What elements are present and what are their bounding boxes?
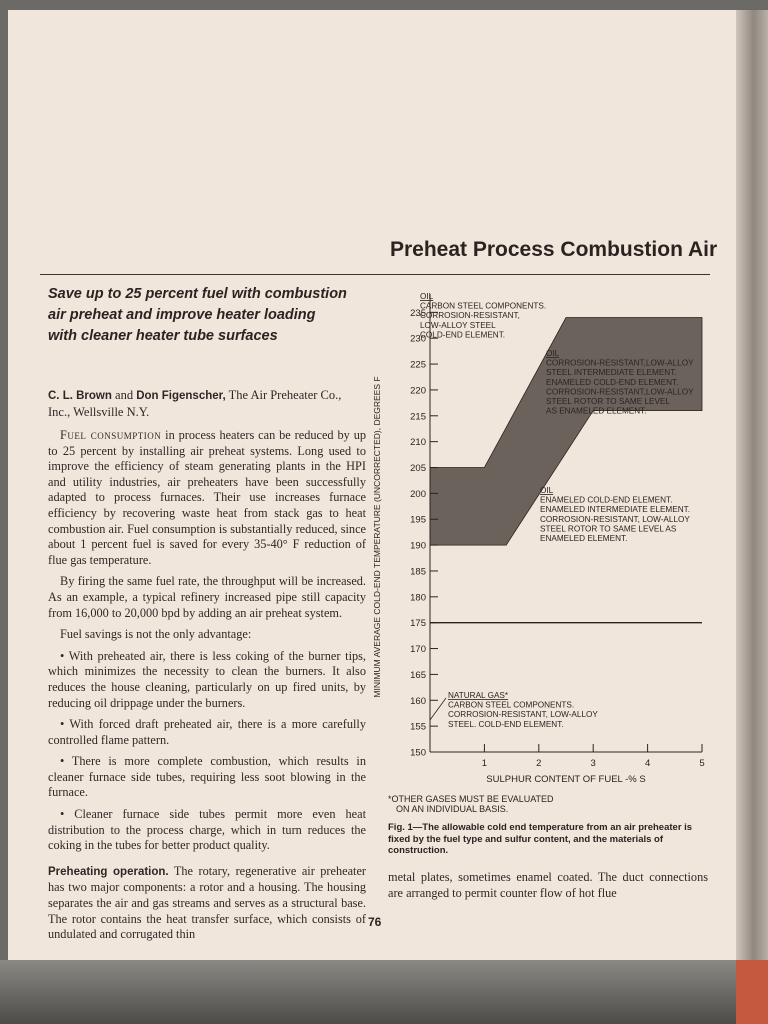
background-surface	[0, 960, 768, 1024]
annotation-line: STEEL ROTOR TO SAME LEVEL AS	[540, 524, 677, 534]
annotation-line: AS ENAMELED ELEMENT.	[546, 406, 647, 416]
byline-and: and	[111, 388, 137, 402]
bullet-item: • With preheated air, there is less coking of the burner tips, which minimizes the necessity to clean the burners. It also reduces the house cleaning, particularly on up fired units, by reducing oil drippage under the burners.	[48, 648, 366, 710]
x-tick-label: 2	[536, 758, 542, 769]
annotation-line: ENAMELED COLD-END ELEMENT.	[540, 495, 673, 505]
annotation-line: STEEL ROTOR TO SAME LEVEL	[546, 397, 670, 406]
y-tick-label: 150	[410, 747, 426, 759]
paragraph: Fuel savings is not the only advantage:	[60, 627, 252, 642]
y-tick-label: 195	[410, 514, 426, 526]
y-tick-label: 185	[410, 566, 426, 578]
annotation-line: CARBON STEEL COMPONENTS.	[420, 301, 547, 311]
article-subtitle: Save up to 25 percent fuel with combustion air preheat and improve heater loading with cleaner heater tube surfaces	[48, 286, 347, 344]
y-tick-label: 205	[410, 463, 426, 475]
annotation-line: CORROSION-RESISTANT,LOW-ALLOY	[546, 358, 694, 368]
annotation-line: CORROSION-RESISTANT, LOW-ALLOY	[540, 514, 690, 524]
y-tick-label: 175	[410, 618, 426, 630]
x-tick-label: 3	[590, 758, 596, 769]
paragraph-text: in process heaters can be reduced by up to 25 percent by installing air preheat systems. Long used to improve the efficiency of steam generating plants in the HPI and utility industries, air preheaters have been successfully adapted to process furnaces. Their use increases furnace efficiency by recovering waste heat from stack gas to heat combustion air. Fuel consumption is substantially reduced, since about 1 percent fuel is saved for every 35-40° F reduction of flue gas temperature.	[48, 428, 366, 567]
x-tick-label: 1	[481, 758, 488, 769]
title-rule	[40, 274, 710, 275]
paragraph	[48, 428, 366, 568]
bullet-item: • Cleaner furnace side tubes permit more even heat distribution to the process charge, which in turn reduces the coking in the tubes for better product quality.	[48, 807, 366, 853]
author-name: Don Figenscher,	[136, 390, 226, 402]
annotation-line: LOW-ALLOY STEEL	[420, 320, 496, 330]
page-edge	[736, 10, 768, 960]
annotation-leader	[430, 698, 446, 720]
affiliation: The Air Preheater Co., Inc., Wellsville N.Y.	[48, 388, 342, 419]
body-column-left	[48, 428, 366, 949]
y-tick-label: 200	[410, 488, 426, 500]
y-tick-label: 180	[410, 592, 426, 604]
y-tick-label: 190	[410, 540, 426, 552]
figure-footnote	[388, 794, 554, 814]
annotation-line: STEEL INTERMEDIATE ELEMENT.	[546, 368, 677, 378]
y-tick-label: 220	[410, 385, 426, 397]
annotation-line: CORROSION-RESISTANT,LOW-ALLOY	[546, 387, 694, 397]
author-name: C. L. Brown	[48, 390, 112, 402]
y-tick-label: 155	[410, 721, 426, 733]
x-tick-label: 5	[699, 758, 705, 769]
paragraph-text: The rotary, regenerative air preheater has two major components: a rotor and a housing. The housing separates the air and gas streams and serves as a structural base. The rotor contains the heat transfer surface, which consists of undulated and corrugated thin	[48, 863, 366, 942]
bullet-item: • With forced draft preheated air, there is a more carefully controlled flame pattern.	[48, 717, 366, 747]
y-tick-label: 225	[410, 359, 426, 371]
annotation-line: STEEL. COLD-END ELEMENT.	[448, 719, 564, 729]
article-title: Preheat Process Combustion Air	[390, 238, 718, 261]
annotation-line: OIL	[540, 486, 554, 495]
annotation-line: CARBON STEEL COMPONENTS.	[448, 700, 575, 710]
footnote-line: *OTHER GASES MUST BE EVALUATED	[388, 794, 554, 804]
lead-in: Fuel consumption	[60, 428, 162, 442]
annotation-line: CORROSION-RESISTANT,	[420, 311, 520, 321]
y-tick-label: 230	[410, 333, 426, 345]
byline	[48, 387, 366, 420]
footnote-line: ON AN INDIVIDUAL BASIS.	[396, 804, 509, 814]
paragraph: By firing the same fuel rate, the throughput will be increased. As an example, a typical refinery increased pipe still capacity from 16,000 to 20,000 bpd by adding an air preheat system.	[48, 574, 366, 620]
section-heading: Preheating operation.	[48, 865, 169, 878]
book-cover-edge	[736, 960, 768, 1024]
y-tick-label: 210	[410, 437, 426, 449]
annotation-line: ENAMELED ELEMENT.	[540, 534, 628, 543]
y-tick-label: 170	[410, 644, 426, 656]
y-tick-label: 235	[410, 307, 426, 319]
annotation-line: NATURAL GAS*	[448, 691, 509, 700]
annotation-line: ENAMELED COLD-END ELEMENT.	[546, 377, 679, 387]
annotation-line: CORROSION-RESISTANT, LOW-ALLOY	[448, 710, 598, 720]
y-tick-label: 165	[410, 669, 426, 681]
figure-caption: Fig. 1—The allowable cold end temperature from an air preheater is fixed by the fuel type and sulfur content, and the materials of construction.	[388, 822, 693, 856]
annotation-line: OIL	[546, 349, 560, 358]
y-tick-label: 215	[410, 411, 426, 423]
x-tick-label: 4	[644, 758, 651, 769]
body-column-right: metal plates, sometimes enamel coated. The duct connections are arranged to permit counter flow of hot flue	[388, 870, 708, 900]
y-axis-label: MINIMUM AVERAGE COLD-END TEMPERATURE (UNCORRECTED), DEGREES F	[372, 376, 382, 698]
temperature-chart	[370, 284, 715, 789]
bullet-item: • There is more complete combustion, which results in cleaner furnace side tubes, requiring less soot blowing in the furnace.	[48, 754, 366, 800]
page-number: 76	[368, 915, 382, 929]
annotation-line: ENAMELED INTERMEDIATE ELEMENT.	[540, 505, 690, 515]
y-tick-label: 160	[410, 695, 426, 707]
annotation-line: COLD-END ELEMENT.	[420, 330, 506, 340]
x-axis-label: SULPHUR CONTENT OF FUEL -% S	[486, 774, 646, 785]
paragraph	[48, 864, 366, 943]
annotation-line: OIL	[420, 292, 434, 301]
